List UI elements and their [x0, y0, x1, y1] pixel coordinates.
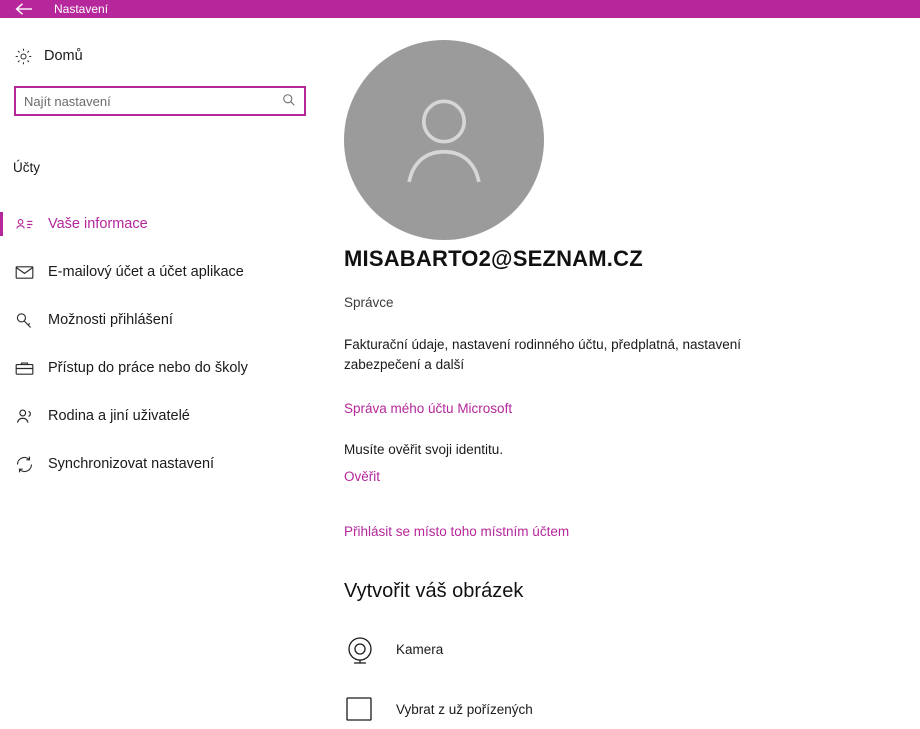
sign-in-local-account-link[interactable]: Přihlásit se místo toho místním účtem: [344, 524, 570, 539]
browse-label: Vybrat z už pořízených: [396, 701, 533, 717]
sidebar-section-title: Účty: [13, 160, 40, 175]
billing-description: Fakturační údaje, nastavení rodinného účtu, předplatná, nastavení zabezpečení a další: [344, 337, 742, 372]
sidebar-item-label: E-mailový účet a účet aplikace: [48, 264, 244, 280]
camera-icon: [344, 633, 396, 665]
content-pane: [330, 18, 920, 717]
mail-icon: [14, 262, 48, 283]
create-picture-heading: Vytvořit váš obrázek: [344, 580, 524, 602]
account-role: Správce: [344, 295, 394, 310]
sidebar-item-family-other-users[interactable]: [0, 392, 330, 440]
sidebar-nav: [0, 200, 330, 488]
sidebar-item-label: Synchronizovat nastavení: [48, 456, 215, 472]
verify-identity-text: Musíte ověřit svoji identitu.: [344, 442, 504, 457]
people-icon: [14, 406, 48, 427]
account-name: MISABARTO2@SEZNAM.CZ: [344, 246, 643, 271]
browse-picture-option[interactable]: [344, 689, 533, 729]
sidebar-item-signin-options[interactable]: [0, 296, 330, 344]
sidebar-home-label: Domů: [44, 48, 83, 64]
sidebar-item-email-accounts[interactable]: [0, 248, 330, 296]
verify-link[interactable]: Ověřit: [344, 469, 381, 484]
manage-microsoft-account-link[interactable]: Správa mého účtu Microsoft: [344, 401, 513, 416]
person-avatar-icon: [389, 83, 499, 198]
sidebar-item-label: Možnosti přihlášení: [48, 312, 173, 328]
search-input[interactable]: [16, 88, 274, 114]
sidebar-item-home[interactable]: [0, 38, 330, 74]
avatar: [344, 40, 544, 240]
search-box[interactable]: [14, 86, 306, 116]
arrow-left-icon: [15, 2, 33, 16]
sidebar-item-label: Přístup do práce nebo do školy: [48, 360, 248, 376]
sidebar-item-label: Vaše informace: [48, 216, 148, 232]
sidebar-item-sync-settings[interactable]: [0, 440, 330, 488]
sidebar-item-your-info[interactable]: [0, 200, 330, 248]
folder-picture-icon: [344, 694, 396, 724]
sync-icon: [14, 454, 48, 475]
back-button[interactable]: [0, 0, 48, 18]
search-button[interactable]: [274, 88, 304, 114]
camera-option[interactable]: [344, 629, 443, 669]
gear-icon: [14, 47, 44, 66]
camera-label: Kamera: [396, 641, 444, 657]
sidebar-item-work-school-access[interactable]: [0, 344, 330, 392]
key-icon: [14, 310, 48, 331]
window-title: Nastavení: [54, 2, 109, 16]
sidebar-item-label: Rodina a jiní uživatelé: [48, 408, 190, 424]
briefcase-icon: [14, 358, 48, 379]
sidebar: [0, 18, 330, 707]
title-bar: [0, 0, 920, 18]
account-card-icon: [14, 214, 48, 235]
search-icon: [282, 93, 296, 110]
